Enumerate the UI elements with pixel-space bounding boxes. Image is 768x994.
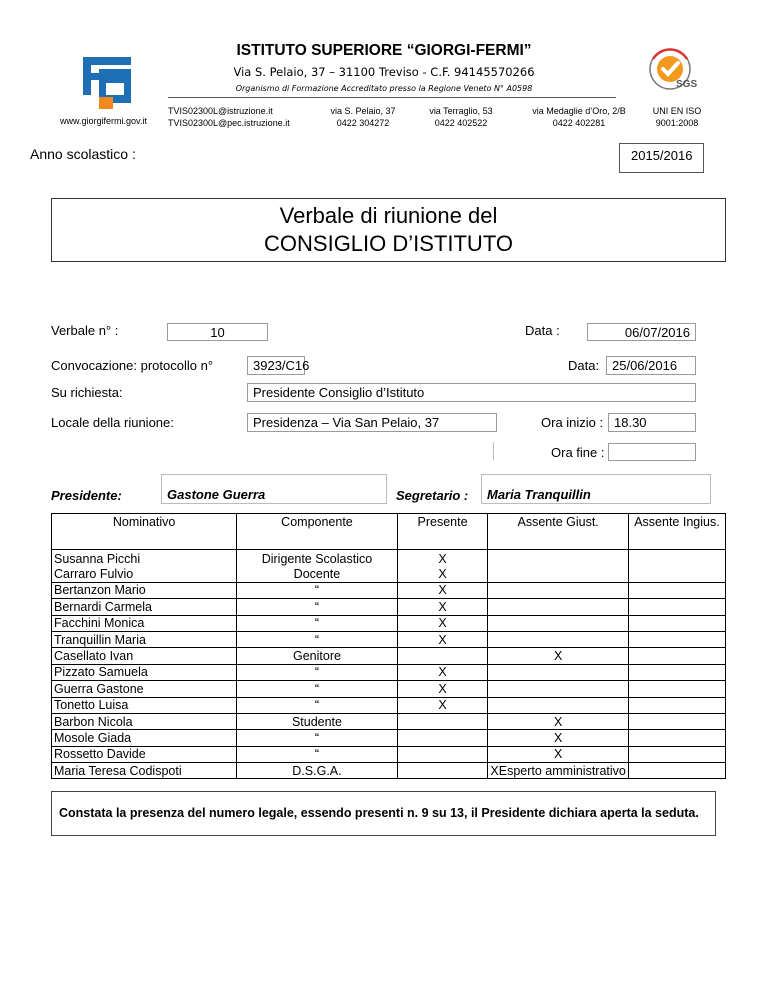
member-absent-justified <box>488 631 628 647</box>
start-time-label: Ora inizio : <box>541 415 604 430</box>
member-role: “ <box>237 631 397 647</box>
table-row <box>52 713 726 729</box>
table-row <box>52 648 726 664</box>
member-absent-unjustified <box>628 664 725 680</box>
location-field[interactable]: Presidenza – Via San Pelaio, 37 <box>247 413 497 432</box>
member-role: “ <box>237 697 397 713</box>
column-header-assente-giust: Assente Giust. <box>488 514 628 550</box>
member-absent-unjustified <box>628 681 725 697</box>
member-name: Tonetto Luisa <box>52 697 237 713</box>
member-present <box>397 763 488 779</box>
member-absent-unjustified <box>628 582 725 598</box>
member-present: X <box>397 664 488 680</box>
site-terraglio <box>416 105 506 129</box>
table-row <box>52 631 726 647</box>
school-address: Via S. Pelaio, 37 – 31100 Treviso - C.F. 94145570266 <box>233 65 535 79</box>
verbale-label: Verbale n° : <box>51 323 119 338</box>
certification-line: UNI EN ISO <box>652 106 702 116</box>
table-row <box>52 664 726 680</box>
school-year-label: Anno scolastico : <box>30 146 136 162</box>
document-title <box>51 198 726 262</box>
convocation-date-field[interactable]: 25/06/2016 <box>606 356 696 375</box>
end-time-label: Ora fine : <box>551 445 605 460</box>
certification-text <box>642 105 712 129</box>
member-absent-justified: X <box>488 648 628 664</box>
member-absent-justified <box>488 566 628 582</box>
site-pelaio <box>318 105 408 129</box>
field-divider <box>493 442 494 460</box>
member-absent-justified: X <box>488 730 628 746</box>
member-role: “ <box>237 664 397 680</box>
member-role: “ <box>237 730 397 746</box>
email-istruzione[interactable]: TVIS02300L@istruzione.it <box>168 106 273 116</box>
member-role: “ <box>237 681 397 697</box>
attendance-table <box>51 513 726 779</box>
member-present: X <box>397 599 488 615</box>
secretary-field[interactable]: Maria Tranquillin <box>481 474 711 504</box>
table-row <box>52 697 726 713</box>
member-name: Bertanzon Mario <box>52 582 237 598</box>
end-time-field[interactable] <box>608 443 696 461</box>
member-absent-justified <box>488 582 628 598</box>
site-medaglie <box>519 105 639 129</box>
member-name: Carraro Fulvio <box>52 566 237 582</box>
certification-line: 9001:2008 <box>655 118 699 128</box>
date-label: Data : <box>525 323 560 338</box>
sgs-certification-logo-icon <box>641 47 699 99</box>
member-present: X <box>397 566 488 582</box>
column-header-componente: Componente <box>237 514 397 550</box>
member-present <box>397 713 488 729</box>
column-header-nominativo: Nominativo <box>52 514 237 550</box>
member-absent-justified <box>488 599 628 615</box>
table-row <box>52 763 726 779</box>
member-absent-unjustified <box>628 550 725 567</box>
member-present: X <box>397 550 488 567</box>
member-name: Maria Teresa Codispoti <box>52 763 237 779</box>
president-label: Presidente: <box>51 488 122 503</box>
table-row <box>52 582 726 598</box>
member-absent-justified <box>488 681 628 697</box>
member-name: Pizzato Samuela <box>52 664 237 680</box>
school-logo-icon <box>83 57 131 109</box>
member-absent-unjustified <box>628 697 725 713</box>
title-line-2: CONSIGLIO D’ISTITUTO <box>264 231 513 256</box>
member-role: Studente <box>237 713 397 729</box>
member-absent-unjustified <box>628 730 725 746</box>
member-absent-unjustified <box>628 631 725 647</box>
contact-emails <box>168 105 288 129</box>
email-pec[interactable]: TVIS02300L@pec.istruzione.it <box>168 118 290 128</box>
member-present <box>397 746 488 762</box>
site-address: via Terraglio, 53 <box>429 106 493 116</box>
member-present: X <box>397 615 488 631</box>
member-absent-unjustified <box>628 648 725 664</box>
title-line-1: Verbale di riunione del <box>279 203 498 228</box>
member-role: “ <box>237 599 397 615</box>
member-absent-justified: X <box>488 713 628 729</box>
member-role: “ <box>237 615 397 631</box>
locale-label: Locale della riunione: <box>51 415 174 430</box>
member-absent-unjustified <box>628 713 725 729</box>
member-present: X <box>397 631 488 647</box>
member-role: Docente <box>237 566 397 582</box>
member-name: Mosole Giada <box>52 730 237 746</box>
secretary-label: Segretario : <box>396 488 469 503</box>
member-name: Rossetto Davide <box>52 746 237 762</box>
table-row <box>52 550 726 567</box>
member-present <box>397 648 488 664</box>
president-field[interactable]: Gastone Guerra <box>161 474 387 504</box>
site-phone: 0422 304272 <box>336 118 390 128</box>
richiesta-label: Su richiesta: <box>51 385 123 400</box>
column-header-assente-ingius: Assente Ingius. <box>628 514 725 550</box>
member-name: Facchini Monica <box>52 615 237 631</box>
site-address: via S. Pelaio, 37 <box>330 106 396 116</box>
member-present: X <box>397 582 488 598</box>
table-row <box>52 730 726 746</box>
member-role: Genitore <box>237 648 397 664</box>
site-address: via Medaglie d’Oro, 2/B <box>532 106 626 116</box>
member-absent-justified <box>488 697 628 713</box>
member-present: X <box>397 697 488 713</box>
member-name: Tranquillin Maria <box>52 631 237 647</box>
member-absent-unjustified <box>628 566 725 582</box>
table-row <box>52 681 726 697</box>
convocazione-label: Convocazione: protocollo n° <box>51 358 214 373</box>
member-absent-unjustified <box>628 763 725 779</box>
member-absent-justified <box>488 550 628 567</box>
member-absent-unjustified <box>628 615 725 631</box>
member-role: D.S.G.A. <box>237 763 397 779</box>
verbale-number-field[interactable]: 10 <box>167 323 268 341</box>
member-absent-justified <box>488 664 628 680</box>
start-time-field[interactable]: 18.30 <box>608 413 696 432</box>
date-field[interactable]: 06/07/2016 <box>587 323 696 341</box>
member-name: Guerra Gastone <box>52 681 237 697</box>
header-divider <box>168 97 616 98</box>
member-absent-justified <box>488 615 628 631</box>
sgs-label: SGS <box>676 79 698 90</box>
school-name: ISTITUTO SUPERIORE “GIORGI-FERMI” <box>236 42 532 59</box>
member-role: “ <box>237 582 397 598</box>
quorum-statement: Constata la presenza del numero legale, essendo presenti n. 9 su 13, il Presidente dichiara aperta la seduta. <box>51 791 716 836</box>
site-phone: 0422 402281 <box>552 118 606 128</box>
request-field[interactable]: Presidente Consiglio d’Istituto <box>247 383 696 402</box>
school-year-value: 2015/2016 <box>619 143 704 173</box>
member-present <box>397 730 488 746</box>
table-row <box>52 746 726 762</box>
table-row <box>52 599 726 615</box>
member-name: Bernardi Carmela <box>52 599 237 615</box>
member-present: X <box>397 681 488 697</box>
member-absent-unjustified <box>628 599 725 615</box>
member-absent-unjustified <box>628 746 725 762</box>
member-absent-justified: X <box>488 746 628 762</box>
table-row <box>52 615 726 631</box>
website-link[interactable]: www.giorgifermi.gov.it <box>60 116 147 126</box>
member-name: Barbon Nicola <box>52 713 237 729</box>
protocol-number-field[interactable]: 3923/C16 <box>247 356 305 375</box>
member-absent-justified: XEsperto amministrativo <box>488 763 628 779</box>
member-role: Dirigente Scolastico <box>237 550 397 567</box>
table-row <box>52 566 726 582</box>
member-role: “ <box>237 746 397 762</box>
convocation-date-label: Data: <box>568 358 600 373</box>
member-name: Susanna Picchi <box>52 550 237 567</box>
site-phone: 0422 402522 <box>434 118 488 128</box>
column-header-presente: Presente <box>397 514 488 550</box>
accreditation-note: Organismo di Formazione Accreditato presso la Regione Veneto N° A0598 <box>235 84 533 93</box>
table-header-row <box>52 514 726 550</box>
member-name: Casellato Ivan <box>52 648 237 664</box>
